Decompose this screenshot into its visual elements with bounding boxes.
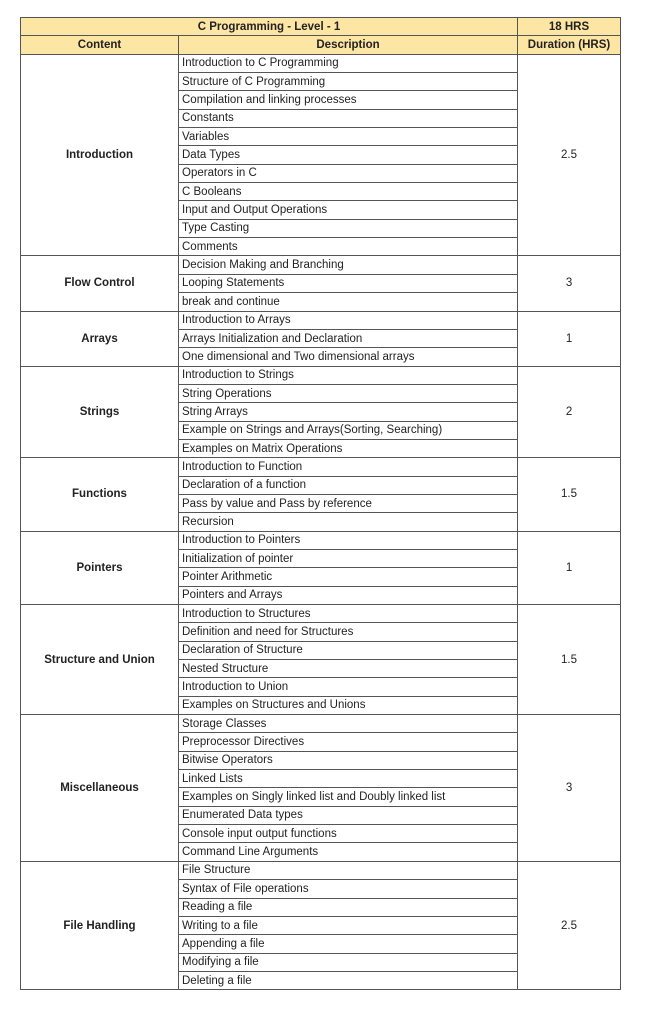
topic-description: Command Line Arguments: [179, 843, 518, 861]
section-duration: 1.5: [518, 458, 621, 531]
section-name: Miscellaneous: [21, 715, 179, 862]
syllabus-body: [21, 18, 621, 990]
column-header-description: Description: [179, 36, 518, 54]
syllabus-table: [20, 17, 621, 990]
topic-description: String Operations: [179, 384, 518, 402]
topic-description: Introduction to Structures: [179, 605, 518, 623]
section-duration: 2.5: [518, 54, 621, 256]
section-name: Functions: [21, 458, 179, 531]
topic-description: Recursion: [179, 513, 518, 531]
topic-description: Syntax of File operations: [179, 880, 518, 898]
topic-description: Linked Lists: [179, 770, 518, 788]
topic-description: Pass by value and Pass by reference: [179, 494, 518, 512]
topic-description: Storage Classes: [179, 715, 518, 733]
topic-description: Bitwise Operators: [179, 751, 518, 769]
table-row: [21, 311, 621, 329]
topic-description: Data Types: [179, 146, 518, 164]
table-row: [21, 715, 621, 733]
topic-description: Structure of C Programming: [179, 73, 518, 91]
section-name: Structure and Union: [21, 605, 179, 715]
table-row: [21, 605, 621, 623]
topic-description: Introduction to C Programming: [179, 54, 518, 72]
course-title-row: [21, 18, 621, 36]
topic-description: Examples on Matrix Operations: [179, 439, 518, 457]
topic-description: Definition and need for Structures: [179, 623, 518, 641]
topic-description: Writing to a file: [179, 916, 518, 934]
topic-description: Arrays Initialization and Declaration: [179, 329, 518, 347]
topic-description: Pointer Arithmetic: [179, 568, 518, 586]
topic-description: break and continue: [179, 293, 518, 311]
section-duration: 1: [518, 531, 621, 604]
course-total-hours: 18 HRS: [518, 18, 621, 36]
topic-description: Introduction to Function: [179, 458, 518, 476]
topic-description: Initialization of pointer: [179, 549, 518, 567]
table-row: [21, 531, 621, 549]
topic-description: Comments: [179, 238, 518, 256]
topic-description: Looping Statements: [179, 274, 518, 292]
topic-description: Preprocessor Directives: [179, 733, 518, 751]
topic-description: Examples on Singly linked list and Doubly linked list: [179, 788, 518, 806]
topic-description: Input and Output Operations: [179, 201, 518, 219]
section-duration: 3: [518, 715, 621, 862]
course-title: C Programming - Level - 1: [21, 18, 518, 36]
column-header-row: [21, 36, 621, 54]
topic-description: C Booleans: [179, 183, 518, 201]
table-row: [21, 366, 621, 384]
section-name: Introduction: [21, 54, 179, 256]
topic-description: Nested Structure: [179, 660, 518, 678]
topic-description: String Arrays: [179, 403, 518, 421]
section-name: Strings: [21, 366, 179, 458]
section-duration: 3: [518, 256, 621, 311]
topic-description: Introduction to Union: [179, 678, 518, 696]
table-row: [21, 458, 621, 476]
topic-description: File Structure: [179, 861, 518, 879]
topic-description: Example on Strings and Arrays(Sorting, Searching): [179, 421, 518, 439]
section-name: Arrays: [21, 311, 179, 366]
topic-description: Constants: [179, 109, 518, 127]
topic-description: Console input output functions: [179, 825, 518, 843]
topic-description: One dimensional and Two dimensional arrays: [179, 348, 518, 366]
topic-description: Variables: [179, 128, 518, 146]
topic-description: Enumerated Data types: [179, 806, 518, 824]
section-duration: 1.5: [518, 605, 621, 715]
topic-description: Declaration of a function: [179, 476, 518, 494]
topic-description: Operators in C: [179, 164, 518, 182]
section-name: File Handling: [21, 861, 179, 989]
column-header-content: Content: [21, 36, 179, 54]
topic-description: Declaration of Structure: [179, 641, 518, 659]
topic-description: Decision Making and Branching: [179, 256, 518, 274]
table-row: [21, 256, 621, 274]
topic-description: Introduction to Pointers: [179, 531, 518, 549]
section-duration: 2: [518, 366, 621, 458]
topic-description: Introduction to Strings: [179, 366, 518, 384]
section-duration: 2.5: [518, 861, 621, 989]
column-header-duration: Duration (HRS): [518, 36, 621, 54]
topic-description: Deleting a file: [179, 971, 518, 989]
section-name: Pointers: [21, 531, 179, 604]
topic-description: Reading a file: [179, 898, 518, 916]
table-row: [21, 54, 621, 72]
topic-description: Examples on Structures and Unions: [179, 696, 518, 714]
section-name: Flow Control: [21, 256, 179, 311]
topic-description: Appending a file: [179, 935, 518, 953]
topic-description: Pointers and Arrays: [179, 586, 518, 604]
table-row: [21, 861, 621, 879]
section-duration: 1: [518, 311, 621, 366]
topic-description: Modifying a file: [179, 953, 518, 971]
topic-description: Type Casting: [179, 219, 518, 237]
topic-description: Compilation and linking processes: [179, 91, 518, 109]
topic-description: Introduction to Arrays: [179, 311, 518, 329]
